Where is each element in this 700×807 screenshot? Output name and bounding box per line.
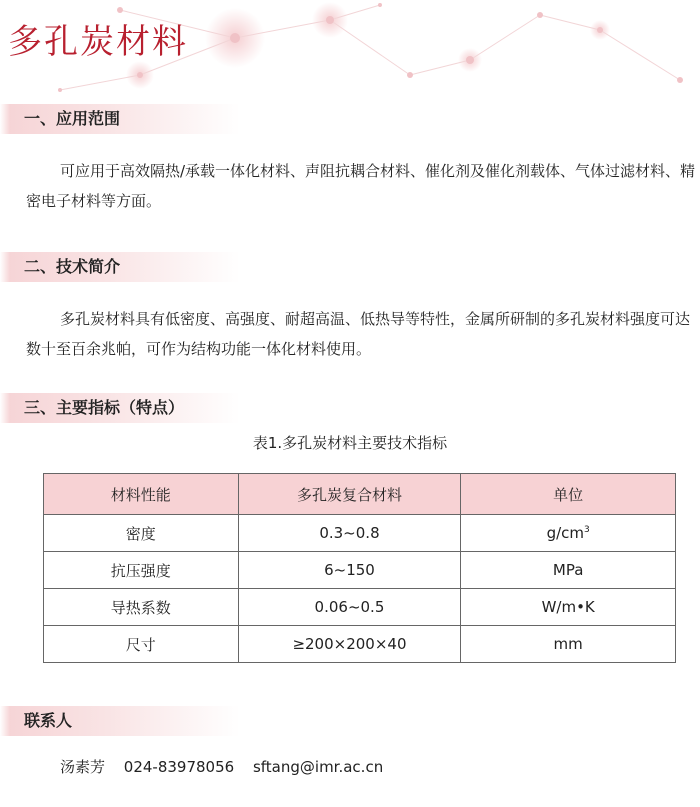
property-cell: 尺寸 xyxy=(44,626,239,663)
spec-table xyxy=(43,473,676,663)
section-header-application xyxy=(0,104,240,134)
unit-cell xyxy=(461,589,676,626)
section-title: 三、主要指标（特点） xyxy=(24,398,185,417)
value-cell: ≥200×200×40 xyxy=(238,626,461,663)
unit-cell xyxy=(461,515,676,552)
table-header-row xyxy=(44,474,676,515)
section-header-accent xyxy=(0,393,10,423)
unit-base: W/m•K xyxy=(541,598,595,616)
unit-cell xyxy=(461,626,676,663)
contact-name: 汤素芳 xyxy=(60,758,106,776)
table-row xyxy=(44,589,676,626)
value-cell: 0.06~0.5 xyxy=(238,589,461,626)
section-header-specs xyxy=(0,393,240,423)
section-title: 联系人 xyxy=(24,711,73,730)
unit-base: mm xyxy=(553,635,583,653)
section-header-accent xyxy=(0,706,10,736)
column-header: 单位 xyxy=(461,474,676,515)
section-title: 一、应用范围 xyxy=(24,109,121,128)
section-header-accent xyxy=(0,252,10,282)
property-cell: 密度 xyxy=(44,515,239,552)
value-cell: 0.3~0.8 xyxy=(238,515,461,552)
column-header: 多孔炭复合材料 xyxy=(238,474,461,515)
section-title: 二、技术简介 xyxy=(24,257,121,276)
contact-phone: 024-83978056 xyxy=(123,758,235,776)
value-cell: 6~150 xyxy=(238,552,461,589)
table-caption: 表1.多孔炭材料主要技术指标 xyxy=(252,434,448,452)
page-title: 多孔炭材料 xyxy=(8,22,188,62)
unit-cell xyxy=(461,552,676,589)
technology-paragraph: 多孔炭材料具有低密度、高强度、耐超高温、低热导等特性，金属所研制的多孔炭材料强度可达数十至百余兆帕，可作为结构功能一体化材料使用。 xyxy=(26,310,691,358)
property-cell: 抗压强度 xyxy=(44,552,239,589)
section-header-technology xyxy=(0,252,240,282)
table-row xyxy=(44,626,676,663)
table-row xyxy=(44,552,676,589)
property-cell: 导热系数 xyxy=(44,589,239,626)
application-paragraph: 可应用于高效隔热/承载一体化材料、声阻抗耦合材料、催化剂及催化剂载体、气体过滤材料、精密电子材料等方面。 xyxy=(26,162,696,210)
section-header-contact xyxy=(0,706,240,736)
unit-superscript: 3 xyxy=(584,525,590,535)
table-row xyxy=(44,515,676,552)
contact-email[interactable]: sftang@imr.ac.cn xyxy=(252,758,384,776)
column-header: 材料性能 xyxy=(44,474,239,515)
unit-base: MPa xyxy=(552,561,584,579)
header-banner xyxy=(0,0,700,95)
section-header-accent xyxy=(0,104,10,134)
contact-info xyxy=(60,755,397,779)
unit-base: g/cm xyxy=(546,524,585,542)
